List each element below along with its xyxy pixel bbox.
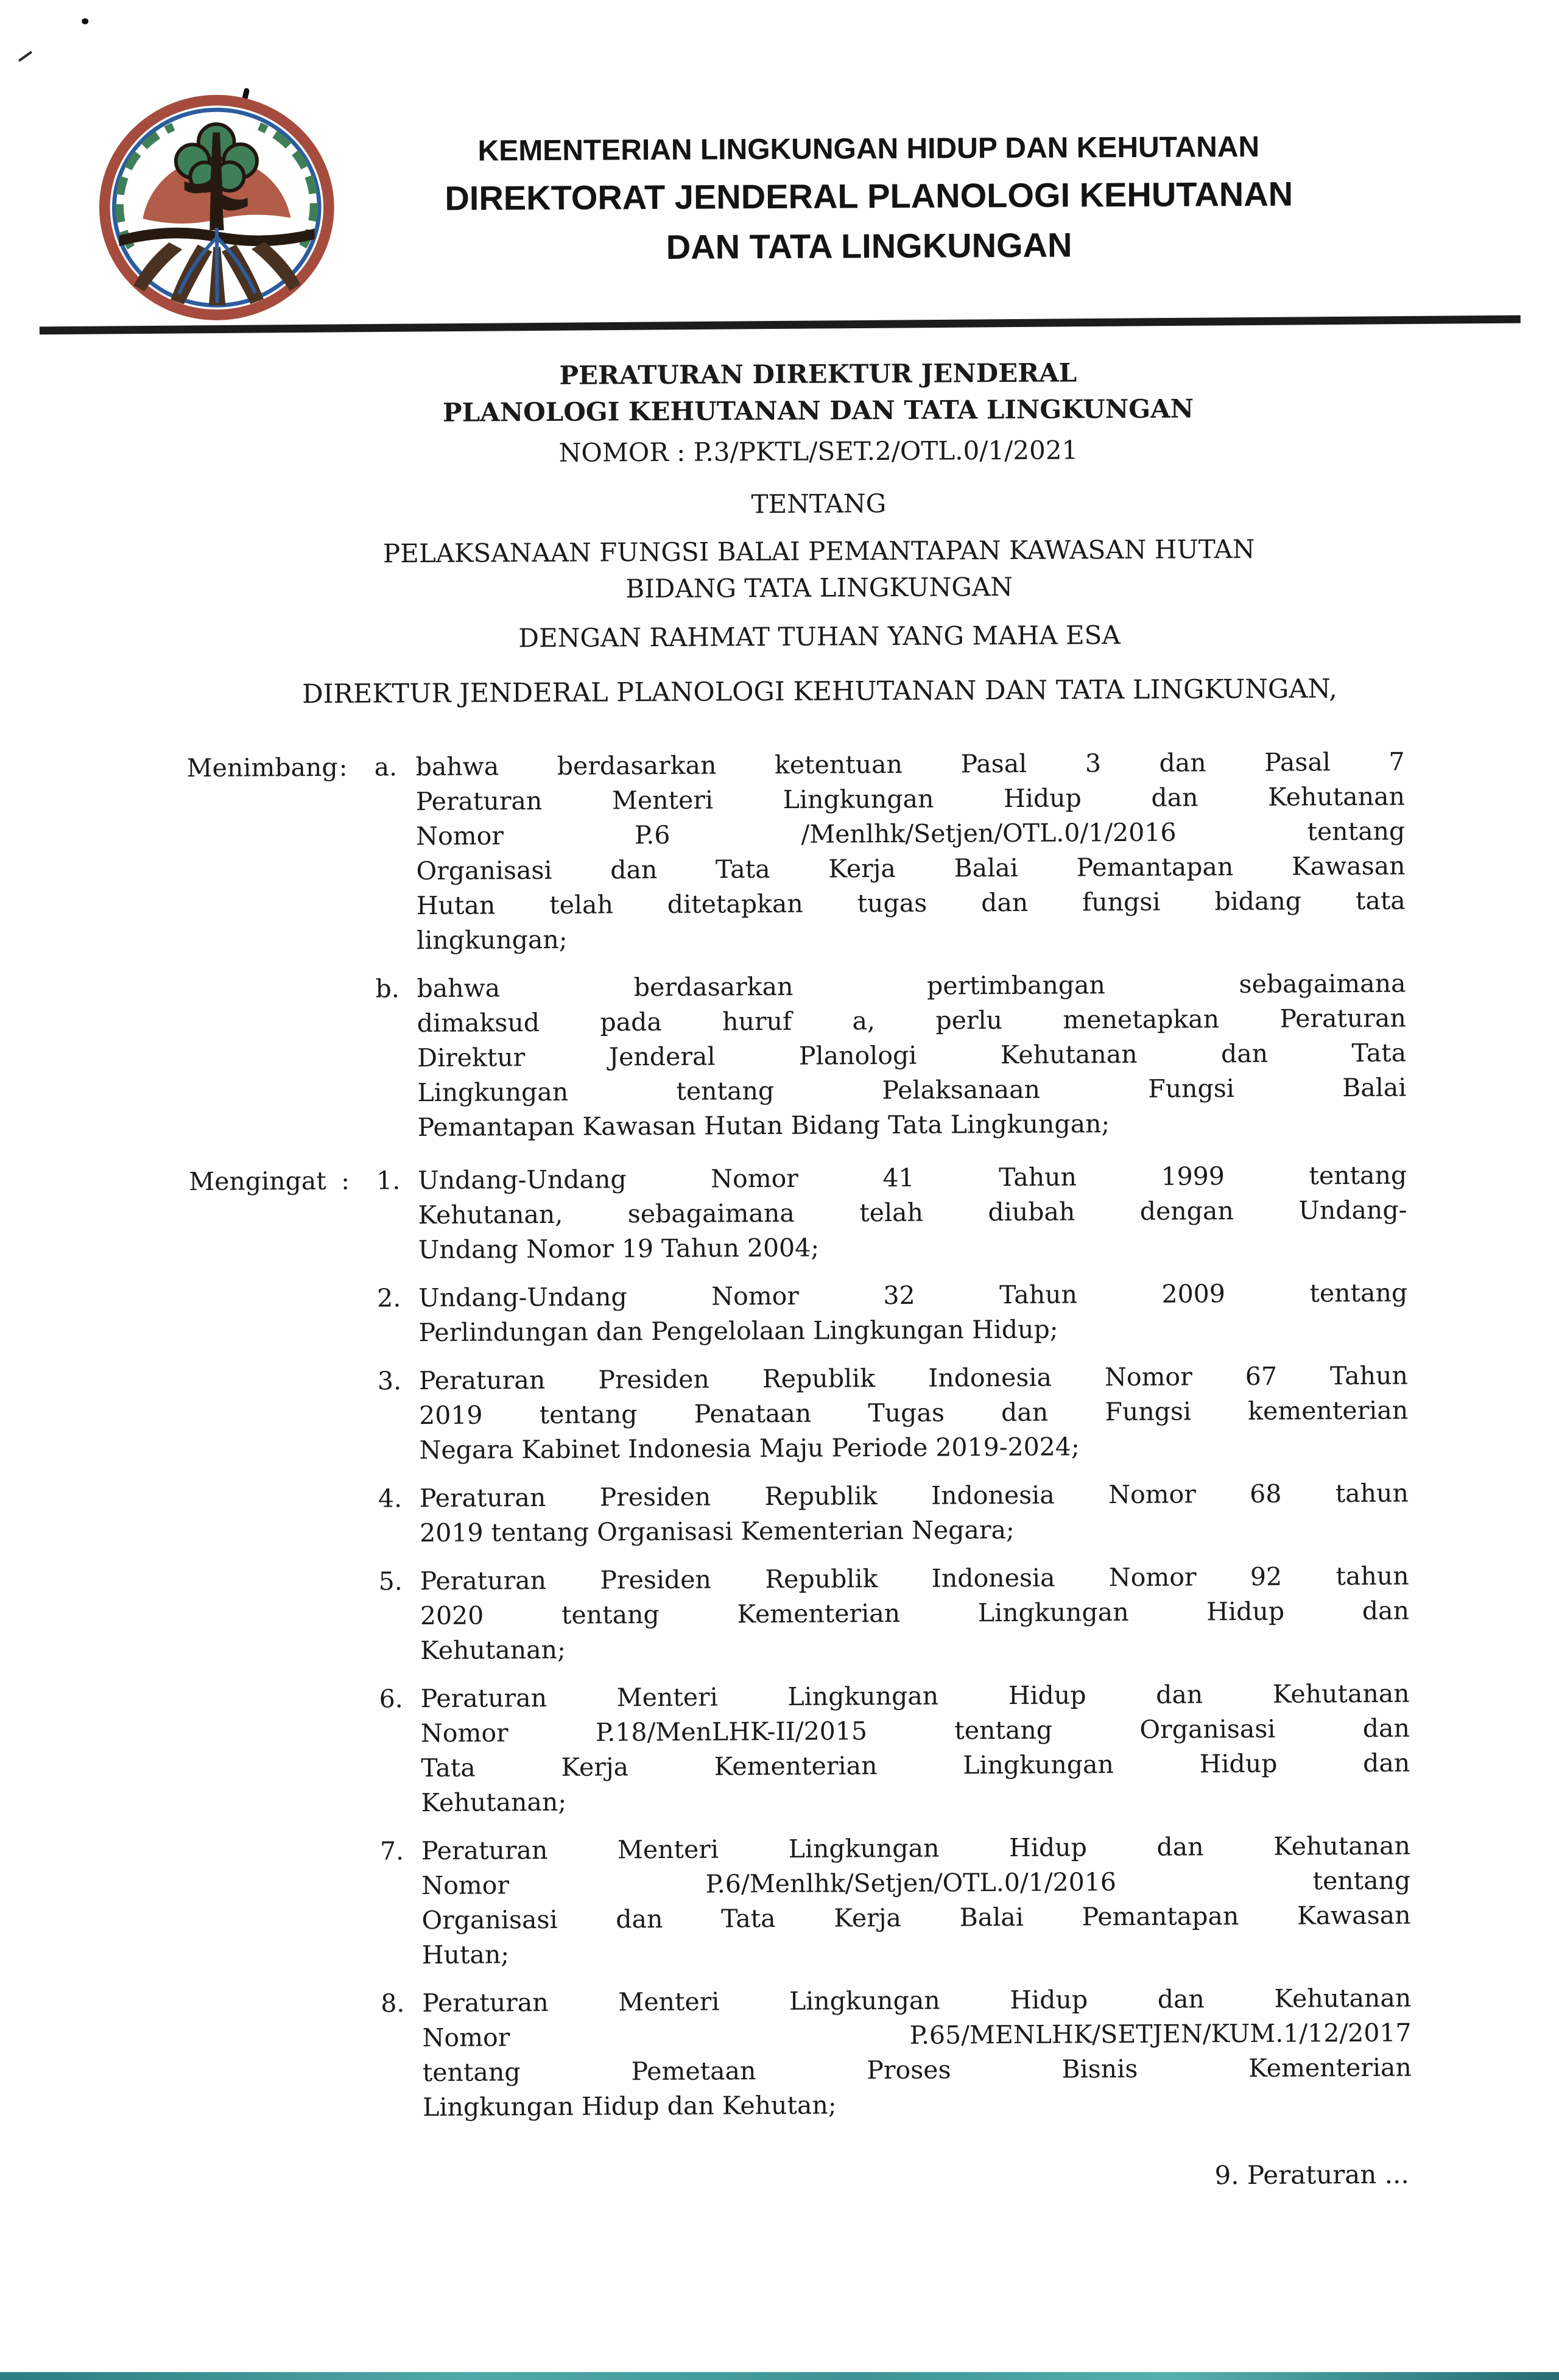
text-line: Kehutanan;	[420, 1635, 566, 1666]
text-line: tentang Pemetaan Proses Bisnis Kementerian	[422, 2052, 1412, 2088]
regulation-title-line2: PLANOLOGI KEHUTANAN DAN TATA LINGKUNGAN	[442, 393, 1194, 428]
ministry-emblem-logo	[97, 94, 337, 322]
item-marker: a.	[374, 752, 398, 782]
item-text	[418, 1158, 1407, 1268]
text-line: lingkungan;	[417, 924, 568, 956]
item-marker: 7.	[379, 1836, 404, 1866]
text-line: Organisasi dan Tata Kerja Balai Pemantapan Kawasan	[416, 851, 1406, 886]
text-line: Organisasi dan Tata Kerja Balai Pemantapan Kawasan	[421, 1900, 1411, 1935]
text-line: Nomor P.6/Menlhk/Setjen/OTL.0/1/2016 tentang	[421, 1865, 1411, 1901]
text-line: Peraturan Presiden Republik Indonesia Nomor 67 Tahun	[418, 1361, 1409, 1396]
regulation-subject-line1: PELAKSANAAN FUNGSI BALAI PEMANTAPAN KAWASAN HUTAN	[382, 533, 1255, 569]
text-line: Peraturan Menteri Lingkungan Hidup dan Kehutanan	[415, 781, 1406, 817]
item-text	[421, 1829, 1411, 1973]
letterhead	[372, 128, 1365, 272]
item-text	[417, 966, 1406, 1145]
text-line: Perlindungan dan Pengelolaan Lingkungan Hidup;	[418, 1314, 1058, 1348]
text-line: Peraturan Presiden Republik Indonesia Nomor 68 tahun	[419, 1478, 1409, 1513]
text-line: Undang-Undang Nomor 41 Tahun 1999 tentang	[418, 1160, 1407, 1195]
item-text	[418, 1276, 1408, 1351]
item-text	[415, 745, 1406, 958]
text-line: Pemantapan Kawasan Hutan Bidang Tata Lingkungan;	[417, 1109, 1110, 1142]
mengingat-item-1	[189, 1158, 1407, 1269]
mengingat-label: Mengingat	[189, 1166, 326, 1197]
footer-scan-bar	[0, 2372, 1559, 2380]
item-marker: 6.	[379, 1684, 403, 1714]
text-line: Lingkungan Hidup dan Kehutan;	[423, 2090, 837, 2122]
text-line: bahwa berdasarkan pertimbangan sebagaimana	[417, 968, 1406, 1004]
text-line: Undang-Undang Nomor 32 Tahun 2009 tentang	[418, 1278, 1408, 1313]
scan-speck-dot	[82, 18, 88, 24]
mengingat-item-6	[192, 1677, 1410, 1822]
text-line: bahwa berdasarkan ketentuan Pasal 3 dan Pasal 7	[415, 747, 1405, 782]
menimbang-colon: :	[339, 752, 348, 782]
text-line: dimaksud pada huruf a, perlu menetapkan Peraturan	[417, 1003, 1406, 1038]
text-line: 2020 tentang Kementerian Lingkungan Hidup dan	[420, 1596, 1410, 1631]
item-text	[422, 1981, 1412, 2125]
mengingat-item-4	[191, 1476, 1409, 1552]
mengingat-item-2	[189, 1276, 1408, 1351]
text-line: Peraturan Menteri Lingkungan Hidup dan Kehutanan	[421, 1831, 1411, 1866]
tentang-label: TENTANG	[751, 488, 887, 519]
directorate-name-line1: DIREKTORAT JENDERAL PLANOLOGI KEHUTANAN	[445, 174, 1293, 217]
menimbang-item-b	[188, 966, 1406, 1146]
item-marker: 3.	[377, 1366, 402, 1396]
ministry-name: KEMENTERIAN LINGKUNGAN HIDUP DAN KEHUTANAN	[477, 130, 1260, 167]
mengingat-item-3	[190, 1359, 1409, 1469]
menimbang-label: Menimbang	[186, 752, 338, 783]
item-text	[421, 1677, 1410, 1821]
text-line: Undang Nomor 19 Tahun 2004;	[418, 1233, 820, 1265]
text-line: Direktur Jenderal Planologi Kehutanan dan Tata	[417, 1038, 1407, 1073]
text-line: Nomor P.18/MenLHK-II/2015 tentang Organisasi dan	[420, 1713, 1410, 1748]
scan-pen-mark	[18, 51, 33, 62]
text-line: Hutan telah ditetapkan tugas dan fungsi bidang tata	[416, 885, 1406, 921]
page-catchword: 9. Peraturan ...	[1214, 2159, 1409, 2191]
item-marker: 8.	[381, 1988, 405, 2018]
item-text	[420, 1476, 1409, 1551]
text-line: Peraturan Presiden Republik Indonesia Nomor 92 tahun	[420, 1561, 1409, 1596]
item-text	[419, 1359, 1409, 1468]
text-line: Kehutanan;	[421, 1787, 567, 1818]
item-marker: 4.	[378, 1484, 403, 1513]
text-line: 2019 tentang Penataan Tugas dan Fungsi kementerian	[419, 1395, 1409, 1431]
mengingat-item-8	[193, 1981, 1412, 2126]
directorate-name-line2: DAN TATA LINGKUNGAN	[666, 225, 1072, 266]
text-line: 2019 tentang Organisasi Kementerian Negara;	[420, 1515, 1015, 1548]
item-marker: 2.	[377, 1283, 401, 1313]
regulation-title-block	[230, 345, 1407, 713]
text-line: Peraturan Menteri Lingkungan Hidup dan Kehutanan	[422, 1983, 1412, 2018]
invocation-line: DENGAN RAHMAT TUHAN YANG MAHA ESA	[518, 620, 1121, 653]
item-text	[420, 1559, 1409, 1669]
text-line: Hutan;	[421, 1940, 510, 1970]
mengingat-item-5	[191, 1559, 1409, 1669]
item-marker: 5.	[378, 1566, 403, 1596]
text-line: Peraturan Menteri Lingkungan Hidup dan Kehutanan	[420, 1678, 1410, 1714]
regulation-title-line1: PERATURAN DIREKTUR JENDERAL	[559, 357, 1077, 390]
text-line: Kehutanan, sebagaimana telah diubah dengan Undang-	[418, 1195, 1407, 1230]
text-line: Nomor P.6 /Menlhk/Setjen/OTL.0/1/2016 tentang	[416, 816, 1406, 851]
item-marker: 1.	[376, 1166, 401, 1195]
issuing-authority-line: DIREKTUR JENDERAL PLANOLOGI KEHUTANAN DAN TATA LINGKUNGAN,	[302, 674, 1337, 710]
text-line: Lingkungan tentang Pelaksanaan Fungsi Balai	[417, 1072, 1407, 1108]
mengingat-colon: :	[341, 1166, 350, 1195]
menimbang-item-a	[186, 745, 1406, 959]
text-line: Nomor P.65/MENLHK/SETJEN/KUM.1/12/2017	[422, 2018, 1412, 2053]
mengingat-item-7	[192, 1829, 1411, 1974]
item-marker: b.	[375, 974, 399, 1004]
text-line: Tata Kerja Kementerian Lingkungan Hidup dan	[421, 1748, 1410, 1783]
regulation-subject-line2: BIDANG TATA LINGKUNGAN	[625, 571, 1013, 604]
regulation-body	[186, 745, 1412, 2139]
text-line: Negara Kabinet Indonesia Maju Periode 2019-2024;	[419, 1432, 1080, 1465]
regulation-number: NOMOR : P.3/PKTL/SET.2/OTL.0/1/2021	[558, 435, 1079, 468]
